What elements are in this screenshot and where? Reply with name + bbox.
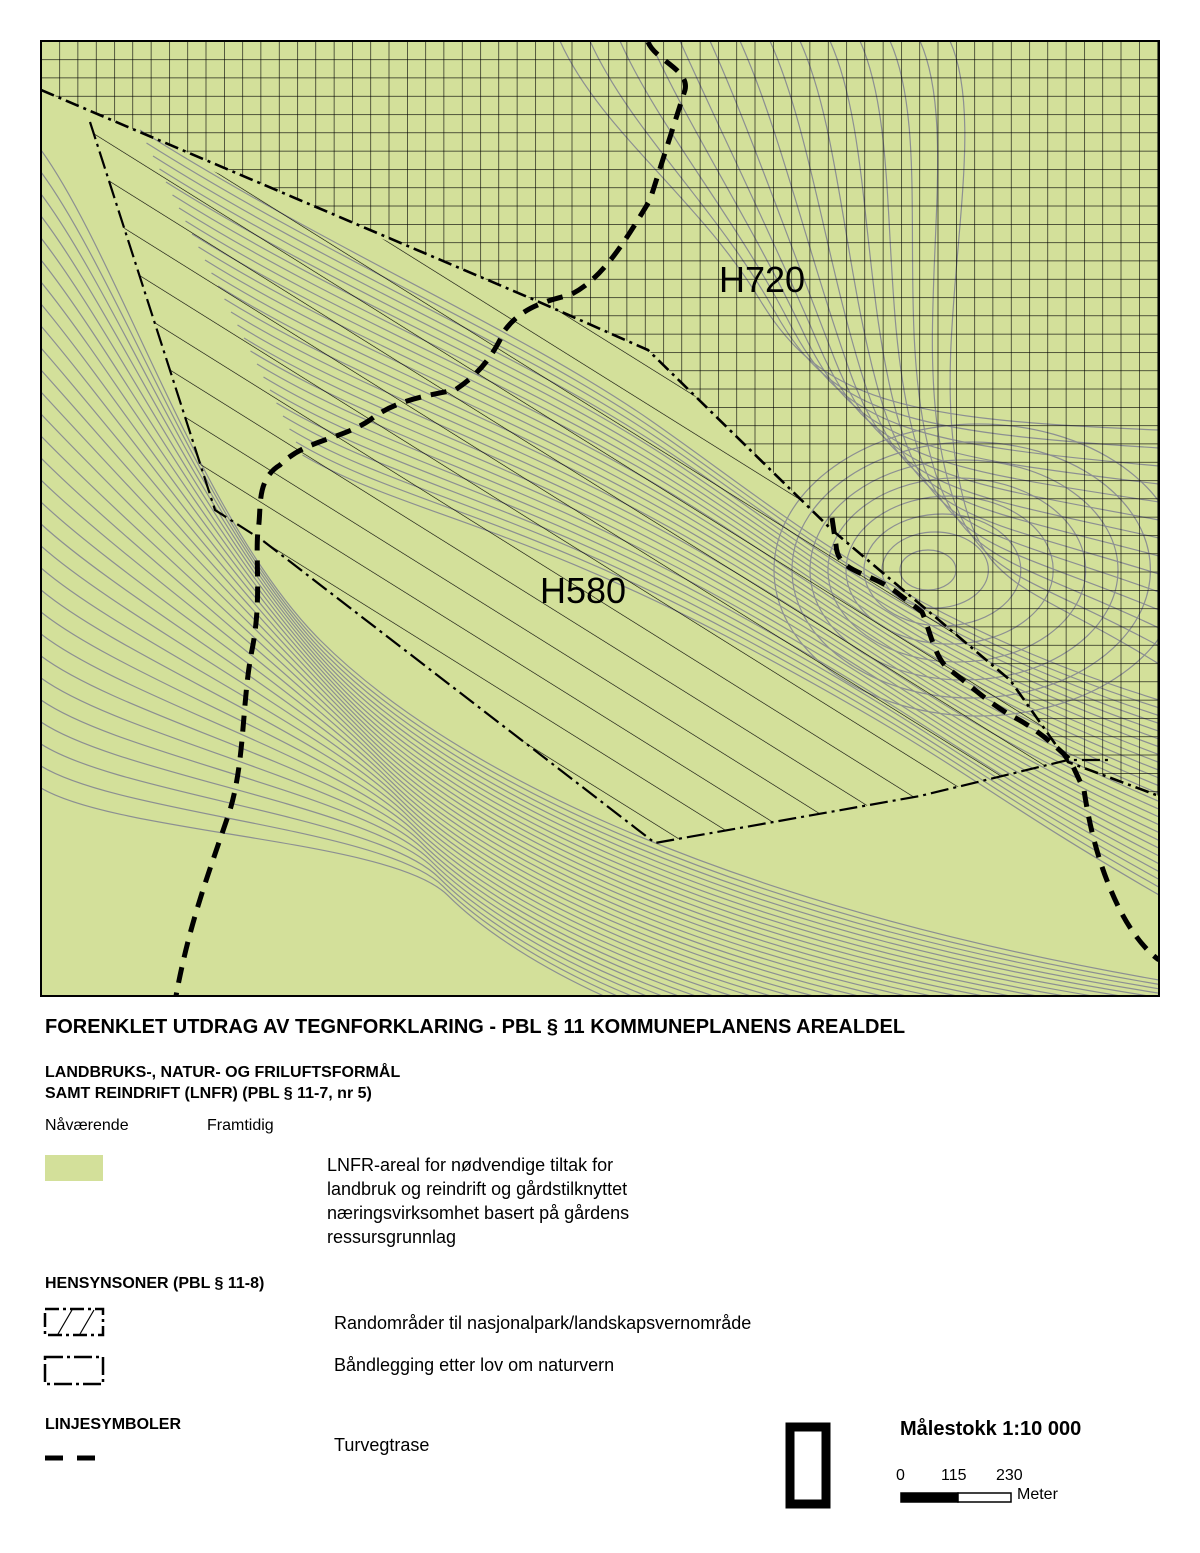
zone-label-h720: H720 — [718, 259, 806, 300]
lnfr-heading-line1: LANDBRUKS-, NATUR- OG FRILUFTSFORMÅL — [45, 1064, 401, 1081]
north-arrow-icon — [790, 1427, 826, 1504]
scale-tick-115: 115 — [941, 1467, 967, 1484]
lnfr-desc-line: ressursgrunnlag — [327, 1227, 457, 1247]
lnfr-heading-line2: SAMT REINDRIFT (LNFR) (PBL § 11-7, nr 5) — [45, 1085, 372, 1102]
scale-tick-0: 0 — [896, 1467, 905, 1484]
hensyn-item-bandlegging: Båndlegging etter lov om naturvern — [334, 1355, 615, 1375]
line-symbols-heading: LINJESYMBOLER — [45, 1416, 182, 1433]
lnfr-desc-line: næringsvirksomhet basert på gårdens — [327, 1203, 630, 1223]
scale-unit: Meter — [1017, 1486, 1058, 1503]
column-current: Nåværende — [45, 1117, 129, 1134]
lnfr-desc-line: landbruk og reindrift og gårdstilknyttet — [327, 1179, 628, 1199]
scale-bar — [901, 1493, 1011, 1502]
scale-title: Målestokk 1:10 000 — [900, 1418, 1082, 1440]
legend-title: FORENKLET UTDRAG AV TEGNFORKLARING - PBL § 11 KOMMUNEPLANENS AREALDEL — [45, 1016, 906, 1038]
scale-tick-230: 230 — [996, 1467, 1023, 1484]
lnfr-desc-line: LNFR-areal for nødvendige tiltak for — [327, 1155, 614, 1175]
hensyn-heading: HENSYNSONER (PBL § 11-8) — [45, 1275, 265, 1292]
line-item-turvegtrase: Turvegtrase — [334, 1435, 430, 1455]
hensyn-item-randomrader: Randområder til nasjonalpark/landskapsvernområde — [334, 1313, 752, 1333]
dash-dot-box-icon — [45, 1357, 103, 1384]
hatched-dash-box-icon — [45, 1309, 103, 1335]
zone-label-h580: H580 — [539, 570, 627, 611]
column-future: Framtidig — [207, 1117, 274, 1134]
